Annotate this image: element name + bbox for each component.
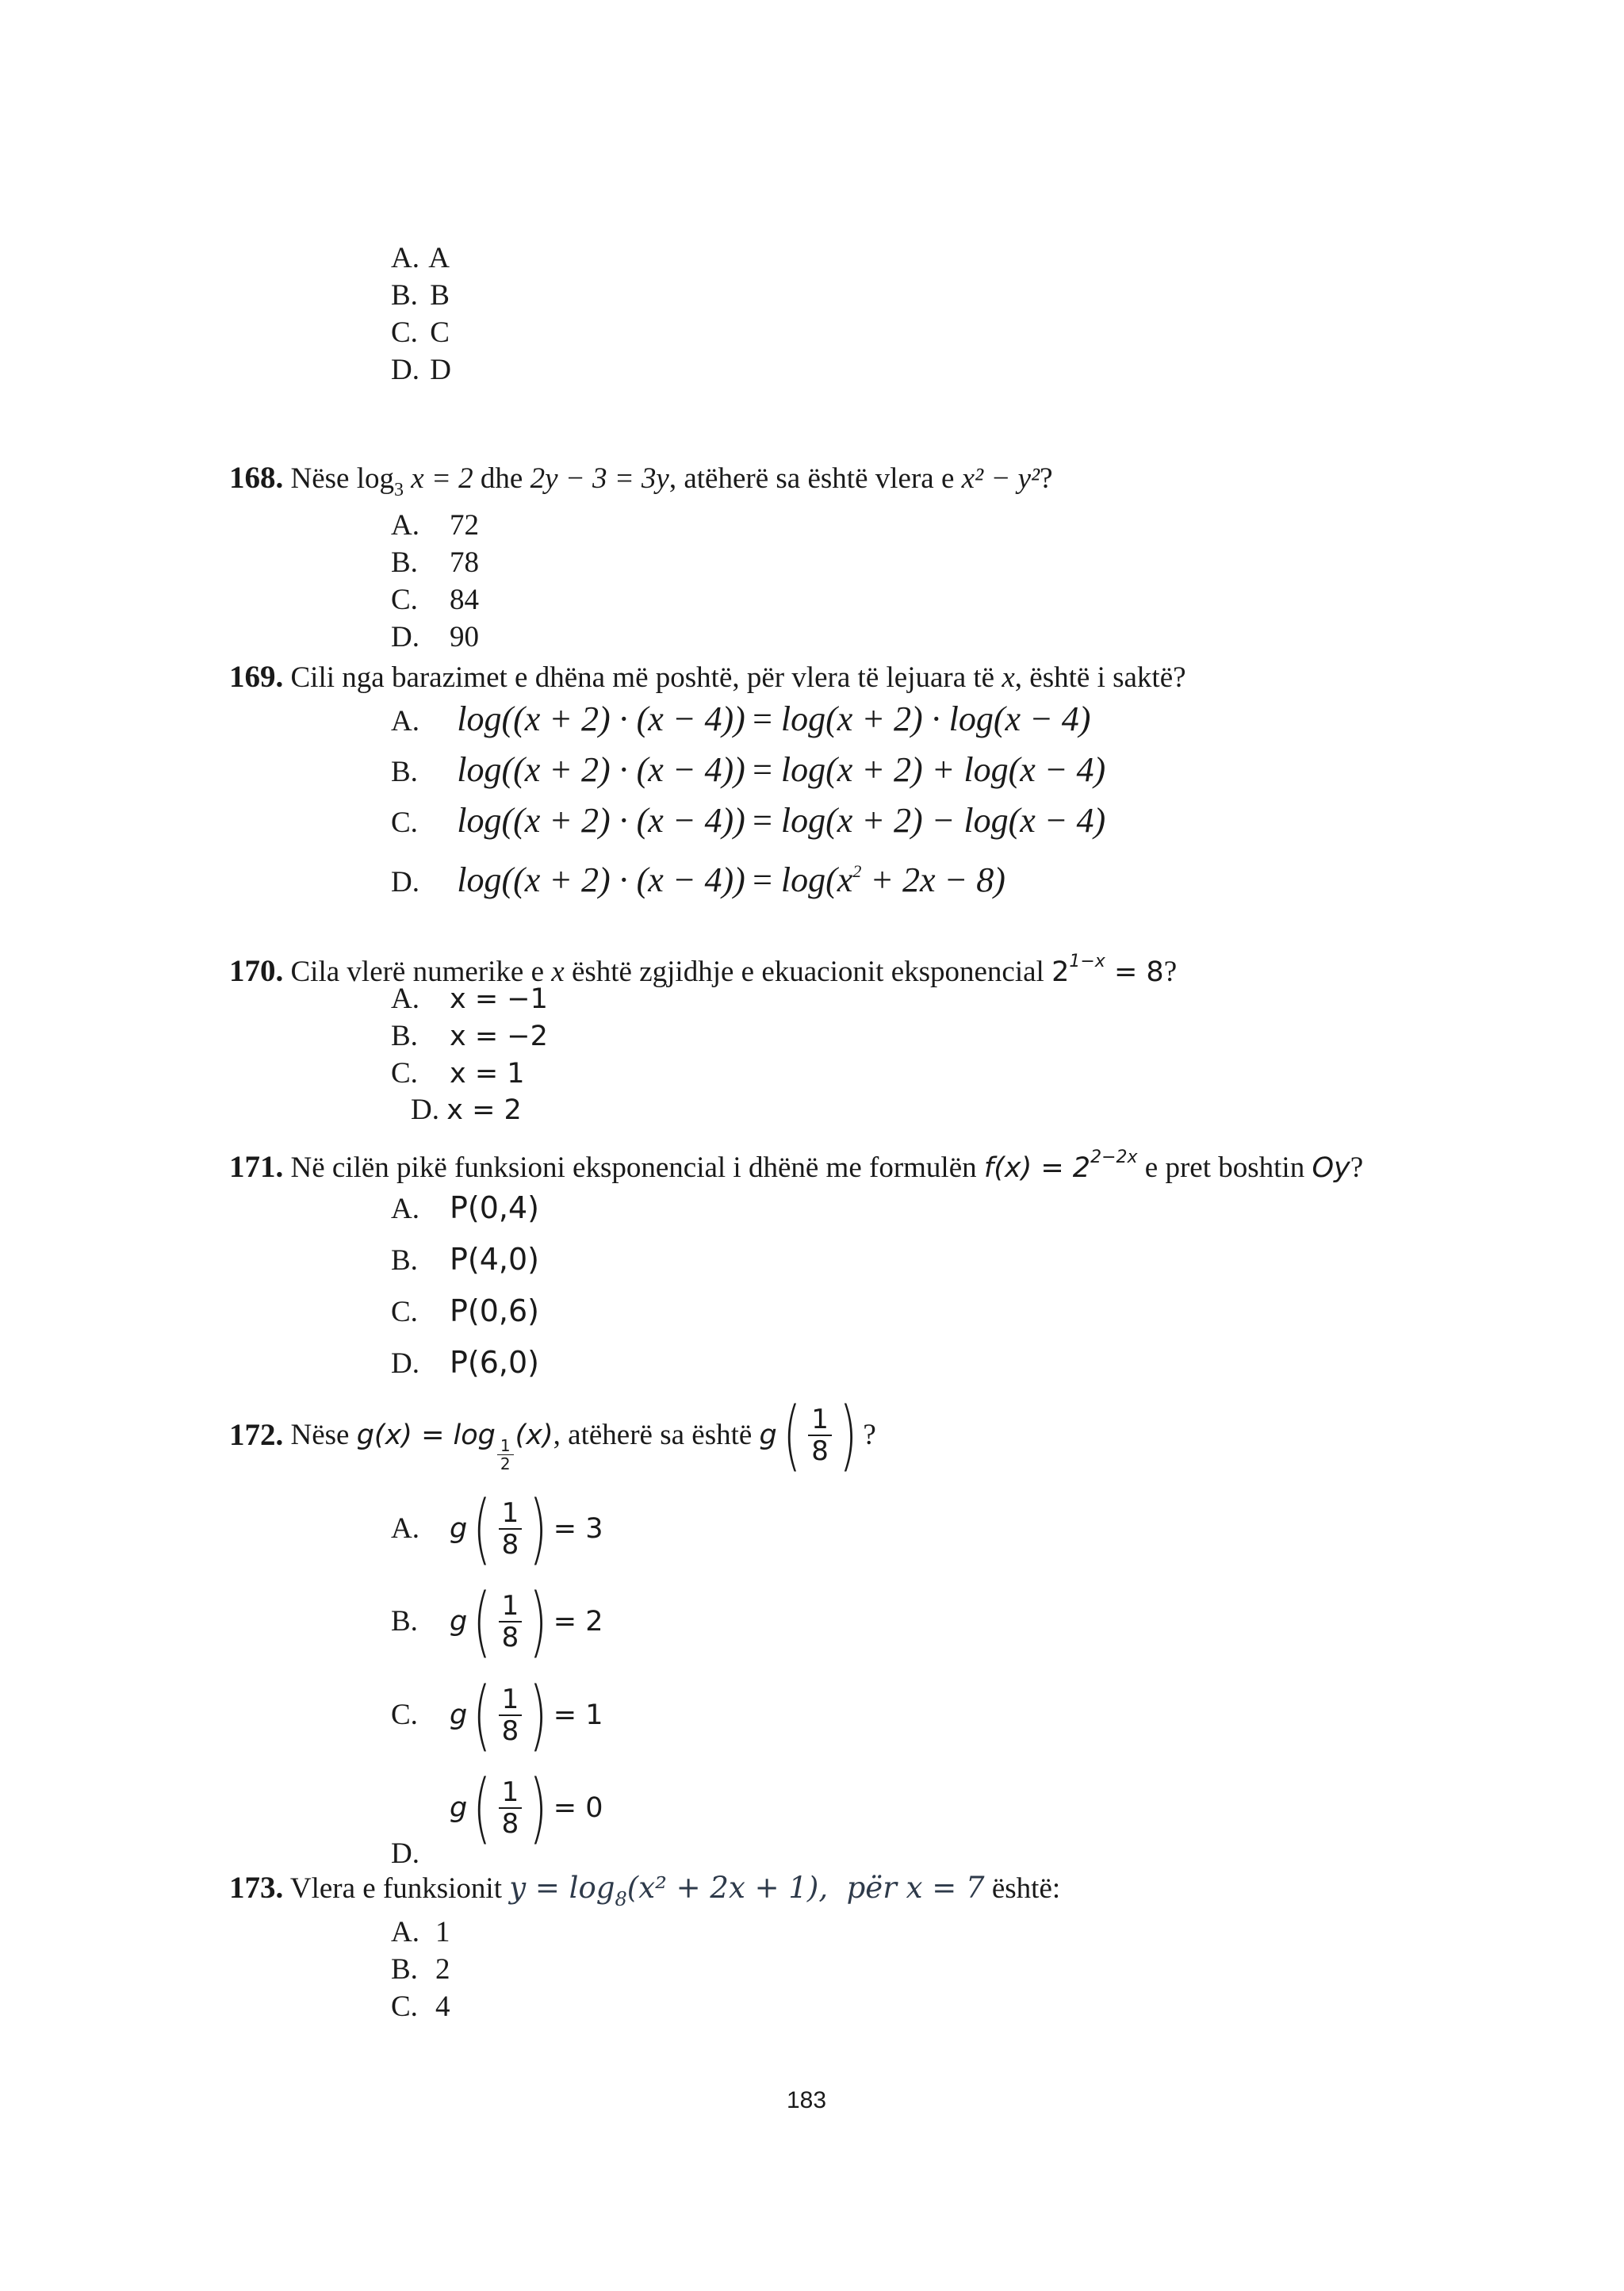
question-number: 172. — [229, 1418, 284, 1452]
option-value: x = 2 — [446, 1094, 522, 1126]
formula-lhs: log((x + 2) · (x − 4)) — [457, 801, 745, 840]
option-letter: B. — [391, 546, 418, 579]
question-169-stem — [229, 659, 1186, 696]
axis-label: Oy — [1312, 1152, 1350, 1184]
option-value: A — [428, 242, 450, 274]
option-letter: C. — [391, 1699, 418, 1731]
option-letter: B. — [391, 279, 418, 312]
fraction — [499, 1591, 523, 1653]
question-number: 170. — [229, 954, 284, 988]
q170-option-d — [411, 1092, 522, 1128]
option-value: 78 — [450, 546, 479, 579]
option-letter: C. — [391, 584, 418, 616]
question-text: ? — [863, 1419, 876, 1451]
fraction-numerator: 1 — [499, 1498, 523, 1530]
option-letter: A. — [391, 983, 419, 1015]
right-paren: ) — [529, 1671, 548, 1760]
q171-option-a — [391, 1190, 539, 1228]
equation-2: 2y − 3 = 3y — [530, 462, 669, 495]
option-value: 84 — [450, 584, 479, 616]
question-text: , atëherë sa është — [553, 1419, 753, 1451]
option-value: B — [430, 279, 450, 312]
fraction — [808, 1404, 832, 1466]
question-text: Cila vlerë numerike e — [290, 956, 545, 988]
option-value: C — [430, 316, 450, 349]
fraction — [499, 1684, 523, 1746]
q173-option-c — [391, 1989, 450, 2025]
option-letter: A. — [391, 242, 419, 274]
function-name: g — [450, 1699, 468, 1731]
left-paren: ( — [783, 1391, 801, 1480]
fraction-numerator: 1 — [497, 1437, 514, 1455]
question-168-stem — [229, 460, 1053, 508]
fraction — [499, 1498, 523, 1560]
option-value: 72 — [450, 509, 479, 542]
option-letter: B. — [391, 1605, 418, 1638]
question-173-stem — [229, 1870, 1060, 1917]
question-text: , atëherë sa është vlera e — [668, 462, 955, 495]
function-formula — [983, 1147, 1138, 1184]
log-base: 8 — [615, 1888, 627, 1910]
intro-option-c — [391, 315, 450, 351]
q170-option-b — [391, 1018, 548, 1055]
question-text: Nëse — [290, 1419, 350, 1451]
option-value: D — [430, 354, 451, 386]
fraction-numerator: 1 — [499, 1684, 523, 1716]
fraction-denominator: 8 — [811, 1435, 829, 1467]
function-name: g — [759, 1419, 777, 1451]
option-value: 2 — [435, 1953, 450, 1986]
formula-part: log(x — [780, 860, 853, 899]
formula-part: + 2x − 8) — [861, 860, 1005, 899]
question-text: Në cilën pikë funksioni eksponencial i dhënë me formulën — [290, 1151, 977, 1184]
option-value: x = 1 — [450, 1058, 525, 1090]
formula-rhs: log(x + 2) − log(x − 4) — [780, 801, 1106, 840]
formula-log: $\log_3$ — [356, 462, 404, 500]
function-argument: (x) — [515, 1419, 553, 1451]
right-paren: ) — [529, 1485, 548, 1573]
right-paren: ) — [839, 1391, 857, 1480]
option-letter: A. — [391, 509, 419, 542]
q173-option-a — [391, 1914, 450, 1951]
option-letter: D. — [391, 1347, 419, 1380]
q170-option-c — [391, 1055, 525, 1092]
q168-option-c — [391, 582, 479, 619]
fraction-denominator: 8 — [501, 1715, 519, 1747]
question-text: Cili nga barazimet e dhëna më poshtë, për vlera të lejuara të — [290, 661, 995, 694]
fraction-denominator: 2 — [500, 1454, 511, 1473]
q172-option-d — [391, 1836, 419, 1872]
right-paren: ) — [529, 1577, 548, 1666]
expression: x² − y² — [961, 462, 1040, 495]
left-paren: ( — [473, 1671, 492, 1760]
q169-option-b: B. log((x + 2) · (x − 4)) = log(x + 2) + log(x − 4) — [391, 750, 1106, 789]
option-value: 1 — [435, 1916, 450, 1948]
question-text: Nëse — [290, 462, 350, 495]
q169-option-a: A. log((x + 2) · (x − 4)) = log(x + 2) · log(x − 4) — [391, 699, 1091, 738]
formula-condition: për x = 7 — [846, 1871, 985, 1905]
q168-option-d — [391, 619, 479, 656]
option-value: P(0,4) — [450, 1190, 539, 1225]
function: f(x) = 2 — [983, 1152, 1091, 1184]
option-letter: A. — [391, 1193, 419, 1225]
q169-option-d: D. $\log((x + 2) \cdot (x - 4)) = \log(x^2 + 2x - 8)$ — [391, 860, 1005, 899]
question-text: është: — [991, 1872, 1061, 1905]
fraction-numerator: 1 — [499, 1591, 523, 1622]
option-letter: D. — [391, 1837, 419, 1870]
option-letter: B. — [391, 1953, 418, 1986]
q170-option-a — [391, 981, 548, 1017]
variable: x — [1002, 661, 1015, 694]
question-171-stem — [229, 1140, 1363, 1186]
fraction-denominator: 8 — [501, 1808, 519, 1840]
q169-option-c: C. log((x + 2) · (x − 4)) = log(x + 2) − log(x − 4) — [391, 801, 1106, 840]
left-paren: ( — [473, 1485, 492, 1573]
option-letter: B. — [391, 1020, 418, 1052]
fraction — [499, 1777, 523, 1839]
question-170-stem — [229, 944, 1177, 990]
option-value: P(4,0) — [450, 1242, 539, 1277]
formula-lhs: log((x + 2) · (x − 4)) — [457, 860, 745, 899]
q172-option-c — [391, 1671, 603, 1760]
option-letter: D. — [411, 1094, 439, 1126]
q172-option-b — [391, 1577, 603, 1666]
formula-part: (x² + 2x + 1), — [626, 1871, 829, 1905]
option-result: = 2 — [553, 1606, 603, 1638]
fraction-numerator: 1 — [499, 1777, 523, 1809]
q171-option-c — [391, 1293, 539, 1331]
q173-option-b — [391, 1952, 450, 1988]
option-letter: C. — [391, 1057, 418, 1090]
q171-option-d — [391, 1344, 539, 1382]
option-value: x = −2 — [450, 1021, 548, 1052]
question-text: ? — [1163, 956, 1178, 988]
left-paren: ( — [473, 1764, 492, 1852]
log-base: 3 — [394, 480, 404, 500]
intro-option-b — [391, 278, 450, 314]
question-text: Vlera e funksionit — [289, 1872, 502, 1905]
function-formula — [509, 1871, 985, 1910]
option-value: P(6,0) — [450, 1345, 539, 1380]
question-172-stem — [229, 1392, 876, 1479]
formula-part: y = log — [509, 1871, 615, 1905]
formula-rhs: log(x + 2) + log(x − 4) — [780, 750, 1106, 789]
option-letter: A. — [391, 1512, 419, 1545]
question-text: e pret boshtin — [1144, 1151, 1305, 1184]
option-letter: D. — [391, 866, 419, 898]
option-value: P(0,6) — [450, 1293, 539, 1328]
function-name: g — [450, 1792, 468, 1824]
variable: x — [551, 956, 565, 988]
formula-rhs — [781, 860, 1005, 899]
question-number: 168. — [229, 461, 284, 495]
left-paren: ( — [473, 1577, 492, 1666]
function-name: g — [450, 1606, 468, 1638]
q172-option-a — [391, 1485, 603, 1573]
fraction-numerator: 1 — [808, 1404, 832, 1436]
fraction-denominator: 8 — [501, 1529, 519, 1561]
fraction-denominator: 8 — [501, 1622, 519, 1653]
equation-1: x = 2 — [411, 462, 473, 495]
question-text: është zgjidhje e ekuacionit eksponencial — [571, 956, 1044, 988]
formula-lhs: log((x + 2) · (x − 4)) — [457, 699, 745, 738]
formula-rhs: log(x + 2) · log(x − 4) — [780, 699, 1091, 738]
option-letter: C. — [391, 1990, 418, 2023]
question-text: , është i saktë? — [1014, 661, 1186, 694]
equation — [1051, 952, 1164, 988]
option-letter: C. — [391, 1296, 418, 1328]
exponent: 1−x — [1069, 952, 1105, 971]
option-value: x = −1 — [450, 983, 548, 1015]
exponent: 2 — [852, 861, 862, 881]
function: g(x) = log — [356, 1419, 496, 1451]
function-formula — [357, 1417, 496, 1454]
log-base-fraction — [497, 1437, 514, 1473]
equation-rhs: = 8 — [1105, 956, 1164, 988]
option-letter: B. — [391, 756, 418, 788]
intro-option-a — [391, 240, 450, 277]
q168-option-b — [391, 545, 479, 581]
option-letter: D. — [391, 354, 419, 386]
question-number: 173. — [229, 1871, 284, 1905]
option-letter: C. — [391, 316, 418, 349]
option-letter: D. — [391, 621, 419, 653]
option-letter: B. — [391, 1244, 418, 1277]
question-number: 171. — [229, 1150, 284, 1184]
page-number: 183 — [787, 2087, 827, 2113]
option-letter: A. — [391, 705, 419, 737]
formula-lhs: log((x + 2) · (x − 4)) — [457, 750, 745, 789]
option-value: 90 — [450, 621, 479, 653]
question-number: 169. — [229, 660, 284, 694]
exponent: 2−2x — [1090, 1147, 1138, 1167]
question-text: ? — [1040, 462, 1053, 495]
q172-option-d-formula — [450, 1764, 603, 1852]
option-result: = 1 — [553, 1699, 603, 1731]
option-letter: C. — [391, 806, 418, 839]
right-paren: ) — [529, 1764, 548, 1852]
option-value: 4 — [435, 1990, 450, 2023]
option-letter: A. — [391, 1916, 419, 1948]
base: 2 — [1051, 956, 1070, 988]
question-text: dhe — [480, 462, 523, 495]
function-name: g — [450, 1513, 468, 1545]
intro-option-d — [391, 352, 451, 389]
question-text: ? — [1350, 1151, 1364, 1184]
option-result: = 3 — [553, 1513, 603, 1545]
q171-option-b — [391, 1241, 539, 1279]
option-result: = 0 — [553, 1792, 603, 1824]
q168-option-a — [391, 508, 479, 544]
